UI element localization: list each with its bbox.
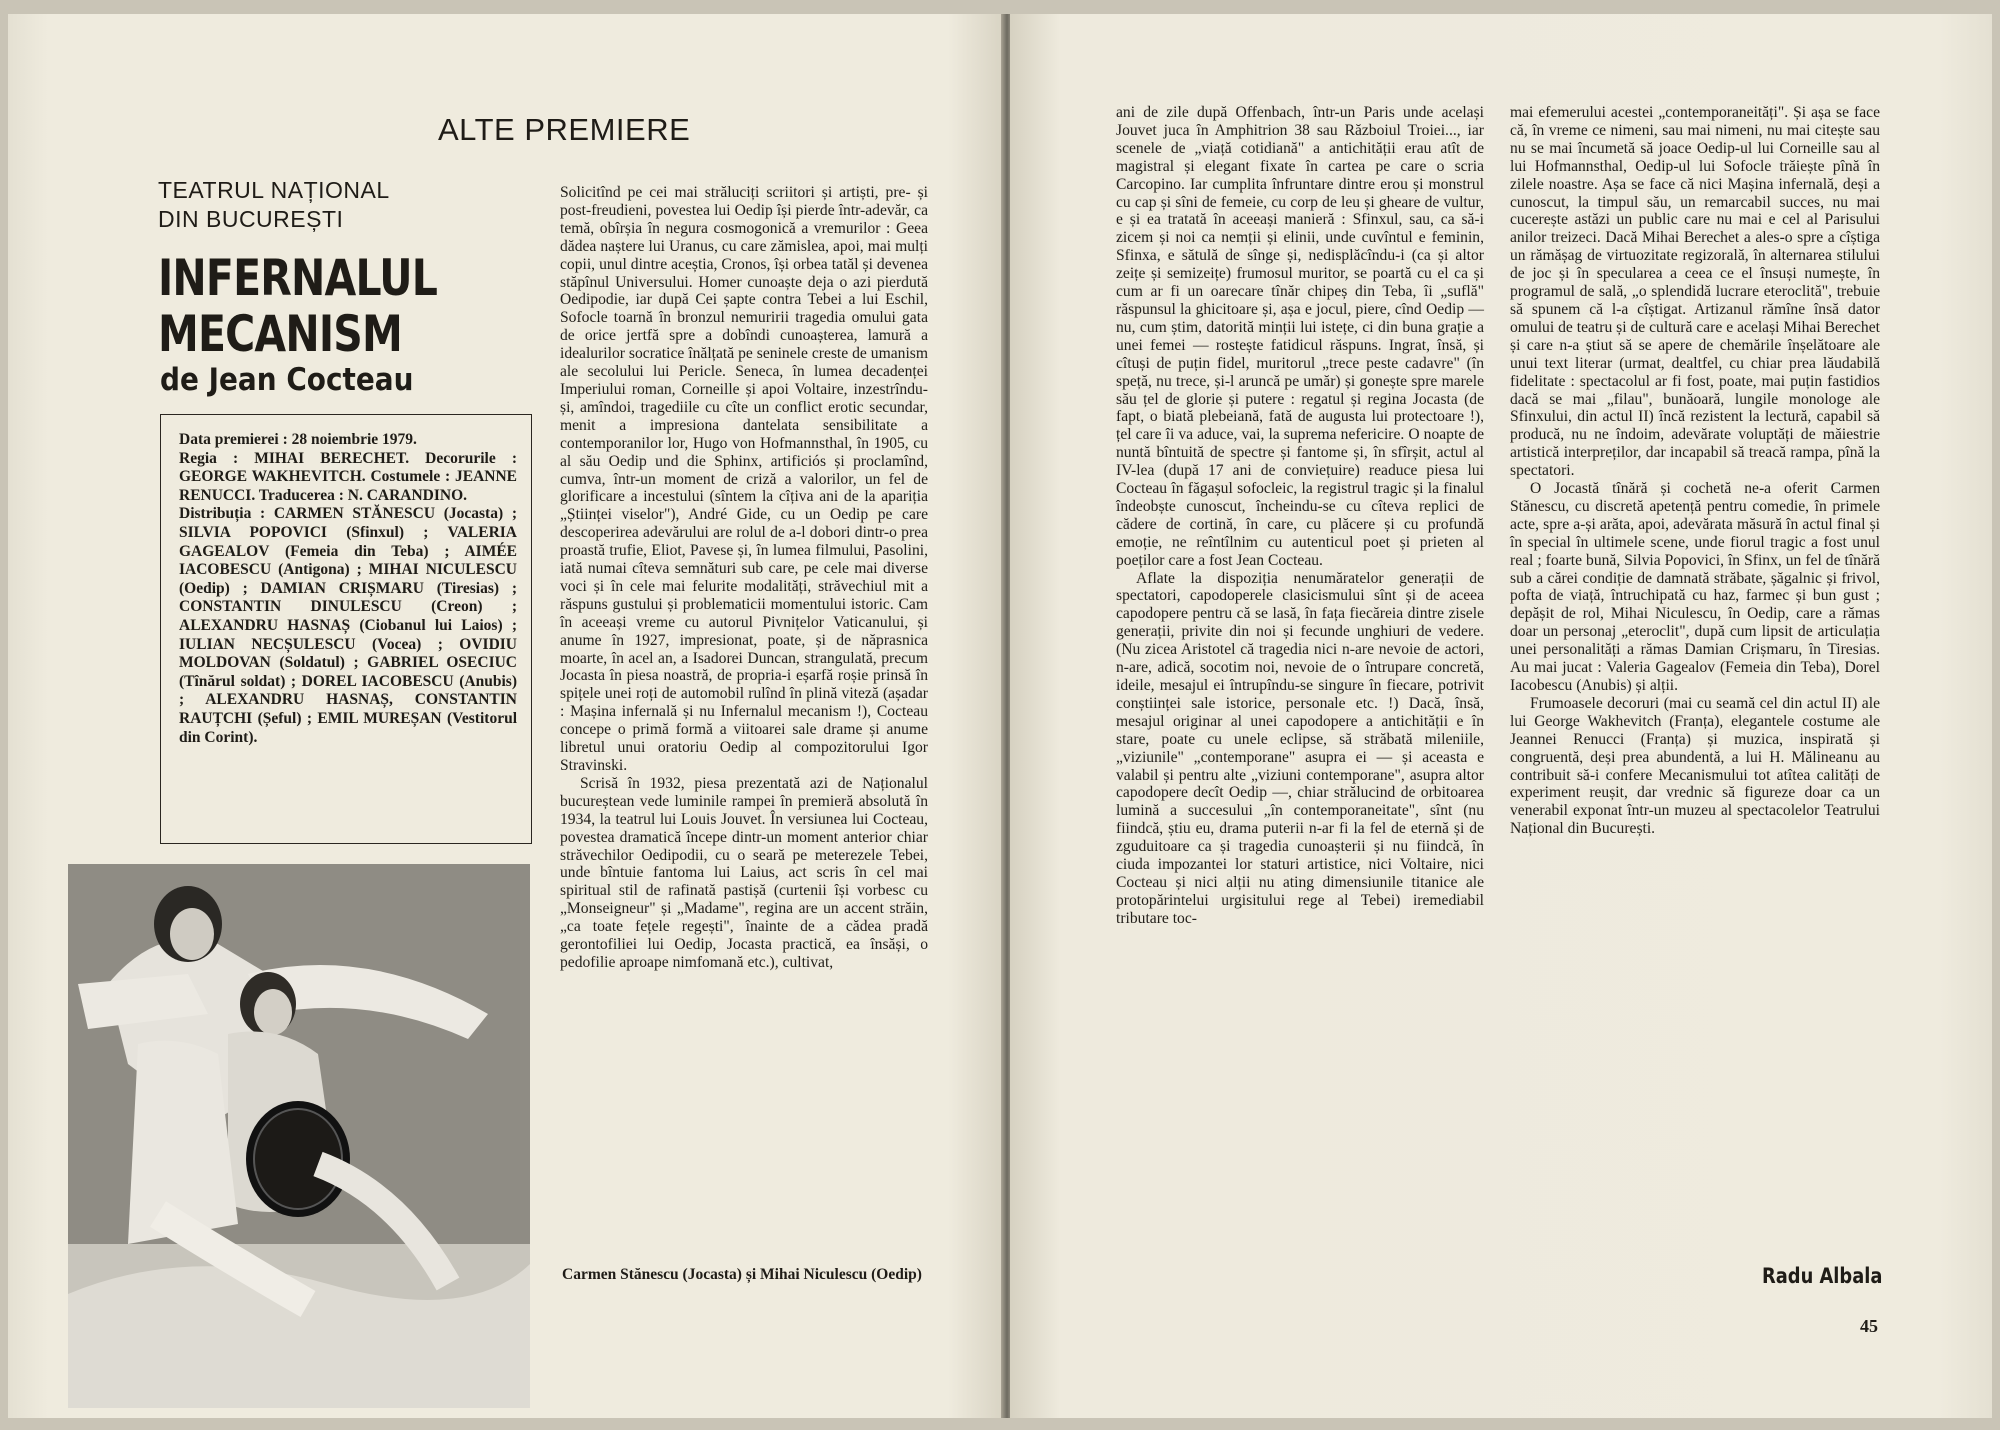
premiere-date: Data premierei : 28 noiembrie 1979. (179, 431, 417, 448)
play-title (158, 249, 438, 363)
page-number: 45 (1860, 1316, 1878, 1336)
photo-caption: Carmen Stănescu (Jocasta) și Mihai Niculescu (Oedip) (562, 1266, 922, 1283)
production-photo (68, 864, 530, 1408)
photo-illustration (68, 864, 530, 1408)
article-paragraph: O Jocastă tînără și cochetă ne-a oferit Carmen Stănescu, cu discretă apetență pentru comedie, în primele acte, spre a-și arăta, apoi, adevărata măsură în actul final și în special în ultimele scene, unde fiorul tragic a fost unul real ; foarte bună, Silvia Popovici, în Sfinx, un fel de tînără sub a cărei condiție de damnată străbate, șăgalnic și frivol, pofta de viață, întruchipată cu haz, farmec și bun gust ; depășit de rol, Mihai Niculescu, în Oedip, care a rămas doar un personaj „eteroclit", după cum lipsit de articulația unei personalități a rămas Damian Crișmaru, în Tiresias. Au mai jucat : Valeria Gagealov (Femeia din Teba), Dorel Iacobescu (Anubis) și alții. (1510, 480, 1880, 694)
section-title: ALTE PREMIERE (438, 112, 691, 147)
article-paragraph: Aflate la dispoziția nenumăratelor generații de spectatori, capodoperele clasicismului sînt și de aceea capodopere pentru că se lasă, în fața fiecăreia dintre ziselе generații, privite din noi și fecunde unghiuri de vedere. (Nu zicea Aristotel că tragedia nici n-are nevoie de actori, n-are, adică, socotim noi, nevoie de o întrupare concretă, ideile, mesajul ei întrupîndu-se singure în fiecare, potrivit conștiinței sale istorice, personale etc. !) Dacă, însă, mesajul originar al unei capodopere a antichității e în stare, poate cu unele eclipse, să străbată mileniile, „viziunile" „contemporane" asupra ei — și aceasta e valabil și pentru alte „viziuni contemporane", asupra altor capodopere decît Oedip —, chiar strălucind de orbitoarea lumină a succesului „în contemporaneitate", sînt (nu fiindcă, știu eu, drama puterii n-ar fi la fel de eternă și de zguduitoare ca și tragedia cunoașterii și nu fiindcă, în ciuda impozantei lor staturi artistice, nici Voltaire, nici Cocteau și nici alții nu ating dimensiunile titanice ale protopărintelui urgisitului rege al Tebei) iremediabil tributare toc- (1116, 569, 1484, 927)
article-paragraph: Scrisă în 1932, piesa prezentată azi de Naționalul bucureștean vede luminile rampei în premieră absolută în 1934, la teatrul lui Louis Jouvet. În versiunea lui Cocteau, povestea dramatică începe dintr-un moment anterior chiar străvechilor Oedipodii, cu o seară pe meterezele Tebei, unde bîntuie fantoma lui Laius, act scris în cel mai spiritual stil de rafinată pastișă (curtenii își vorbesc cu „Monseigneur" și „Madame", regina are un accent străin, „ca toate fețele regești", înainte de a cădea pradă gerontofiliei lui Oedip, Jocasta practică, ea însăși, o pedofilie aproape nimfomană etc.), cultivat, (560, 774, 928, 971)
article-paragraph: Solicitînd pe cei mai străluciți scriitori și artiști, pre- și post-freudieni, povestea lui Oedip își pierde într-adevăr, ca temă, obîrșia în negura cosmogonică a vremurilor : Geea dădea naștere lui Uranus, cu care zămislea, apoi, mai mulți copii, unul dintre aceștia, Cronos, își orbea tatăl și devenea stăpînul Universului. Homer cunoaște deja o azi pierdută Oedipodie, iar după Cei șapte contra Tebei a lui Eschil, Sofocle toarnă în bronzul nemuririi tragedia omului gata de orice jertfă spre a dobîndi cunoașterea, lamură a idealurilor socratice înălțată pe seninele creste de umanism ale secolului lui Pericle. Seneca, în lumea decadenței Imperiului roman, Corneille și apoi Voltaire, inzestrîndu-și, amîndoi, tragediile cu cîte un conflict erotic secundar, menit a impresiona dantelata sensibilitate a contemporanilor lor, Hugo von Hofmannsthal, în 1905, cu al său Oedip und die Sphinx, artificiós și proclamînd, cumva, într-un moment de criză a valorilor, un fel de glorificare a incestului (sîntem la cîțiva ani de la apariția „Științei viselor"), André Gide, cu un Oedip pe care descoperirea adevărului are rolul de a-l dobori dintr-o prea proastă trufie, Eliot, Pavese și, în lumea filmului, Pasolini, iată numai cîteva semnături sub care, pe cele mai diverse voci și în cele mai felurite modalități, străvechiul mit a răspuns gustului și problematicii momentului istoric. Cam în aceeași vreme cu autorul Pivnițelor Vaticanului, și anume în 1927, impresionat, poate, și de năprasnica moarte, în acel an, a Isadorei Duncan, strangulată, precum Jocasta în piesa noastră, de propria-i eșarfă roșie prinsă în spițele unei roți de automobil rulînd în plină viteză (așadar : Mașina infernală și nu Infernalul mecanism !), Cocteau concepe o primă formă a viitoarei sale drame și anume libretul unui oratoriu Oedip al compozitorului Igor Stravinski. (560, 184, 928, 774)
article-column-3 (1510, 104, 1880, 838)
article-paragraph: mai efemerului acestei „contemporaneități". Și așa se face că, în vreme ce nimeni, sau mai nimeni, nu mai citește sau nu se mai încumetă să joace Oedip-ul lui Corneille sau al lui Hofmannsthal, Oedip-ul lui Sofocle trăiește pînă în zilele noastre. Așa se face că nici Mașina infernală, deși a cunoscut, la timpul său, un remarcabil succes, nu mai cucerește astăzi un public care nu mai e cel al Parisului anilor treizeci. Dacă Mihai Berechet a ales-o spre a cîștiga un rămășag de virtuozitate regizorală, în alternarea stilului de joc și în specularea a ceea ce el însuși numește, în programul de sală, „o splendidă lucrare eteroclită", trebuie să spunem că l-a cîștigat. Artizanul rămîne însă dator omului de teatru și de cultură care e același Mihai Berechet și care n-a știut să se apere de chemările înșelătoare ale unui text literar (urmat, dealtfel, cu chiar prea lăudabilă fidelitate : spectacolul ar fi fost, poate, mai puțin fastidios dacă se mai „filau", bunăoară, lungile monologe ale Sfinxului, din actul II) încă rezistent la lectură, capabil să producă, nu ne îndoim, adevărate voluptăți de măiestrie artistică interpreților, dar incapabil să treacă rampa, pînă la spectatori. (1510, 104, 1880, 480)
theatre-line-2: DIN BUCUREȘTI (158, 206, 344, 232)
play-title-line-2: MECANISM (158, 305, 402, 363)
play-author: de Jean Cocteau (160, 362, 414, 398)
credits-box (160, 414, 532, 844)
cast-list: Distribuția : CARMEN STĂNESCU (Jocasta) ; SILVIA POPOVICI (Sfinxul) ; VALERIA GAGEALOV (Femeia din Teba) ; AIMÉE IACOBESCU (Antigona) ; MIHAI NICULESCU (Oedip) ; DAMIAN CRIȘMARU (Tiresias) ; CONSTANTIN DINULESCU (Creon) ; ALEXANDRU HASNAȘ (Ciobanul lui Laios) ; IULIAN NECȘULESCU (Vocea) ; OVIDIU MOLDOVAN (Soldatul) ; GABRIEL OSECIUC (Tînărul soldat) ; DOREL IACOBESCU (Anubis) ; ALEXANDRU HASNAȘ, CONSTANTIN RAUȚCHI (Șeful) ; EMIL MUREȘAN (Vestitorul din Corint). (179, 505, 517, 746)
production-credits: Regia : MIHAI BERECHET. Decorurile : GEORGE WAKHEVITCH. Costumele : JEANNE RENUCCI. Traducerea : N. CARANDINO. (179, 449, 517, 504)
left-page (8, 14, 1004, 1418)
theatre-line-1: TEATRUL NAȚIONAL (158, 177, 390, 203)
article-paragraph: Frumoasele decoruri (mai cu seamă cel din actul II) ale lui George Wakhevitch (Franța), elegantele costume ale Jeannei Renucci (Franța) și muzica, inspirată și congruentă, deși prea abundentă, a lui H. Mălineanu au contribuit să-i confere Mecanismului tot atîtea calități de experiment reușit, dar vrednic să figureze doar ca un venerabil exponat într-un muzeu al spectacolelor Teatrului Național din București. (1510, 694, 1880, 838)
right-page (1010, 14, 1992, 1418)
author-signature: Radu Albala (1762, 1264, 1883, 1288)
play-title-line-1: INFERNALUL (158, 249, 438, 307)
article-column-1 (560, 184, 928, 972)
article-column-2 (1116, 104, 1484, 928)
open-magazine (8, 14, 1992, 1418)
theatre-name (158, 176, 390, 234)
article-paragraph: ani de zile după Offenbach, într-un Paris unde același Jouvet juca în Amphitrion 38 sau Războiul Troiei..., iar scenele de „viață cotidiană" a antichității erau atît de magistral și elegant fixate în cartea pe care o scria Carcopino. Iar cumplita înfruntare dintre erou și monstrul cu cap și sîni de femeie, cu corp de leu și gheare de vultur, e și ea tratată în aceeași manieră : Sfinxul, sau, ca să-i zicem și noi ca nemții și elinii, unde cuvîntul e feminin, Sfinxa, e sătulă de sînge și, nedisplăcîndu-i (ca și altor zeițe și semizeițe) frumosul muritor, se poartă cu el ca și cum ar fi un oarecare tînăr chipeș din Teba, îi „suflă" răspunsul la ghicitoare și, așa e jocul, piere, cînd Oedip — nu, cum știm, datorită minții lui istețe, ci din buna grație a unei femei — rostește fatidicul răspuns. Ingrat, însă, și cîtuși de puțin fidel, muritorul „trece peste cadavre" (în speță, nu trece, și-l aruncă pe umăr) și gonește spre marele său țel de glorie și putere : regatul și regina Jocasta (de fapt, o biată plebeiană, fată de augusta lui protectoare !), țel care îi va aduce, vai, la suprema nefericire. O noapte de nuntă bîntuită de spectre și fantome și, în sfîrșit, actul al IV-lea (după 17 ani de conviețuire) readuce piesa lui Cocteau în făgașul sofocleic, la registrul tragic și la finalul îndeobște cunoscut, încheindu-se cu cîteva replici de cădere de cortină, în care, cu plăcere și cu profundă emoție, ne reîntîlnim cu autenticul poet și prieten al poeților care a fost Jean Cocteau. (1116, 104, 1484, 569)
